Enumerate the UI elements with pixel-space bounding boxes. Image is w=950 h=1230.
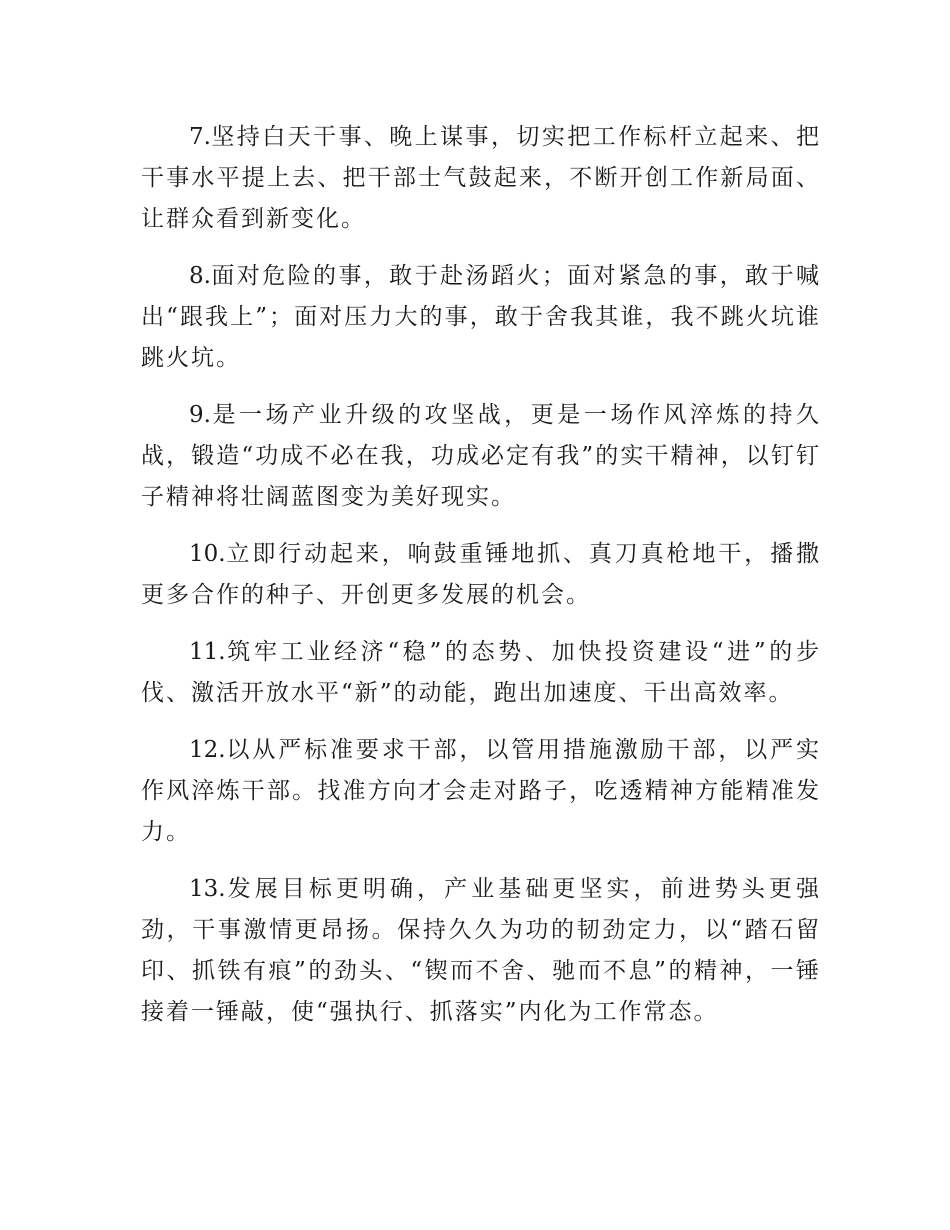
paragraph-number: 8. xyxy=(189,263,211,289)
paragraph-number: 10. xyxy=(189,541,226,567)
paragraph-7 xyxy=(141,117,821,240)
paragraph-9 xyxy=(141,395,821,518)
document-body xyxy=(141,117,821,1049)
paragraph-text: 发展目标更明确，产业基础更坚实，前进势头更强劲，干事激情更昂扬。保持久久为功的韧劲定力，以“踏石留印、抓铁有痕”的劲头、“锲而不舍、驰而不息”的精神，一锤接着一锤敲，使“强执行、抓落实”内化为工作常态。 xyxy=(141,876,821,1025)
paragraph-text: 立即行动起来，响鼓重锤地抓、真刀真枪地干，播撒更多合作的种子、开创更多发展的机会。 xyxy=(141,541,821,608)
paragraph-text: 筑牢工业经济“稳”的态势、加快投资建设“进”的步伐、激活开放水平“新”的动能，跑出加速度、干出高效率。 xyxy=(141,639,821,706)
paragraph-number: 9. xyxy=(189,402,211,428)
paragraph-13 xyxy=(141,869,821,1033)
paragraph-number: 7. xyxy=(189,124,211,150)
paragraph-text: 是一场产业升级的攻坚战，更是一场作风淬炼的持久战，锻造“功成不必在我，功成必定有我”的实干精神，以钉钉子精神将壮阔蓝图变为美好现实。 xyxy=(141,402,821,510)
paragraph-text: 坚持白天干事、晚上谋事，切实把工作标杆立起来、把干事水平提上去、把干部士气鼓起来，不断开创工作新局面、让群众看到新变化。 xyxy=(141,124,821,232)
paragraph-number: 13. xyxy=(189,876,226,902)
paragraph-text: 面对危险的事，敢于赴汤蹈火；面对紧急的事，敢于喊出“跟我上”；面对压力大的事，敢于舍我其谁，我不跳火坑谁跳火坑。 xyxy=(141,263,821,371)
paragraph-10 xyxy=(141,534,821,616)
paragraph-11 xyxy=(141,632,821,714)
paragraph-8 xyxy=(141,256,821,379)
paragraph-number: 12. xyxy=(189,737,226,763)
paragraph-text: 以从严标准要求干部，以管用措施激励干部，以严实作风淬炼干部。找准方向才会走对路子，吃透精神方能精准发力。 xyxy=(141,737,821,845)
paragraph-number: 11. xyxy=(189,639,226,665)
paragraph-12 xyxy=(141,730,821,853)
